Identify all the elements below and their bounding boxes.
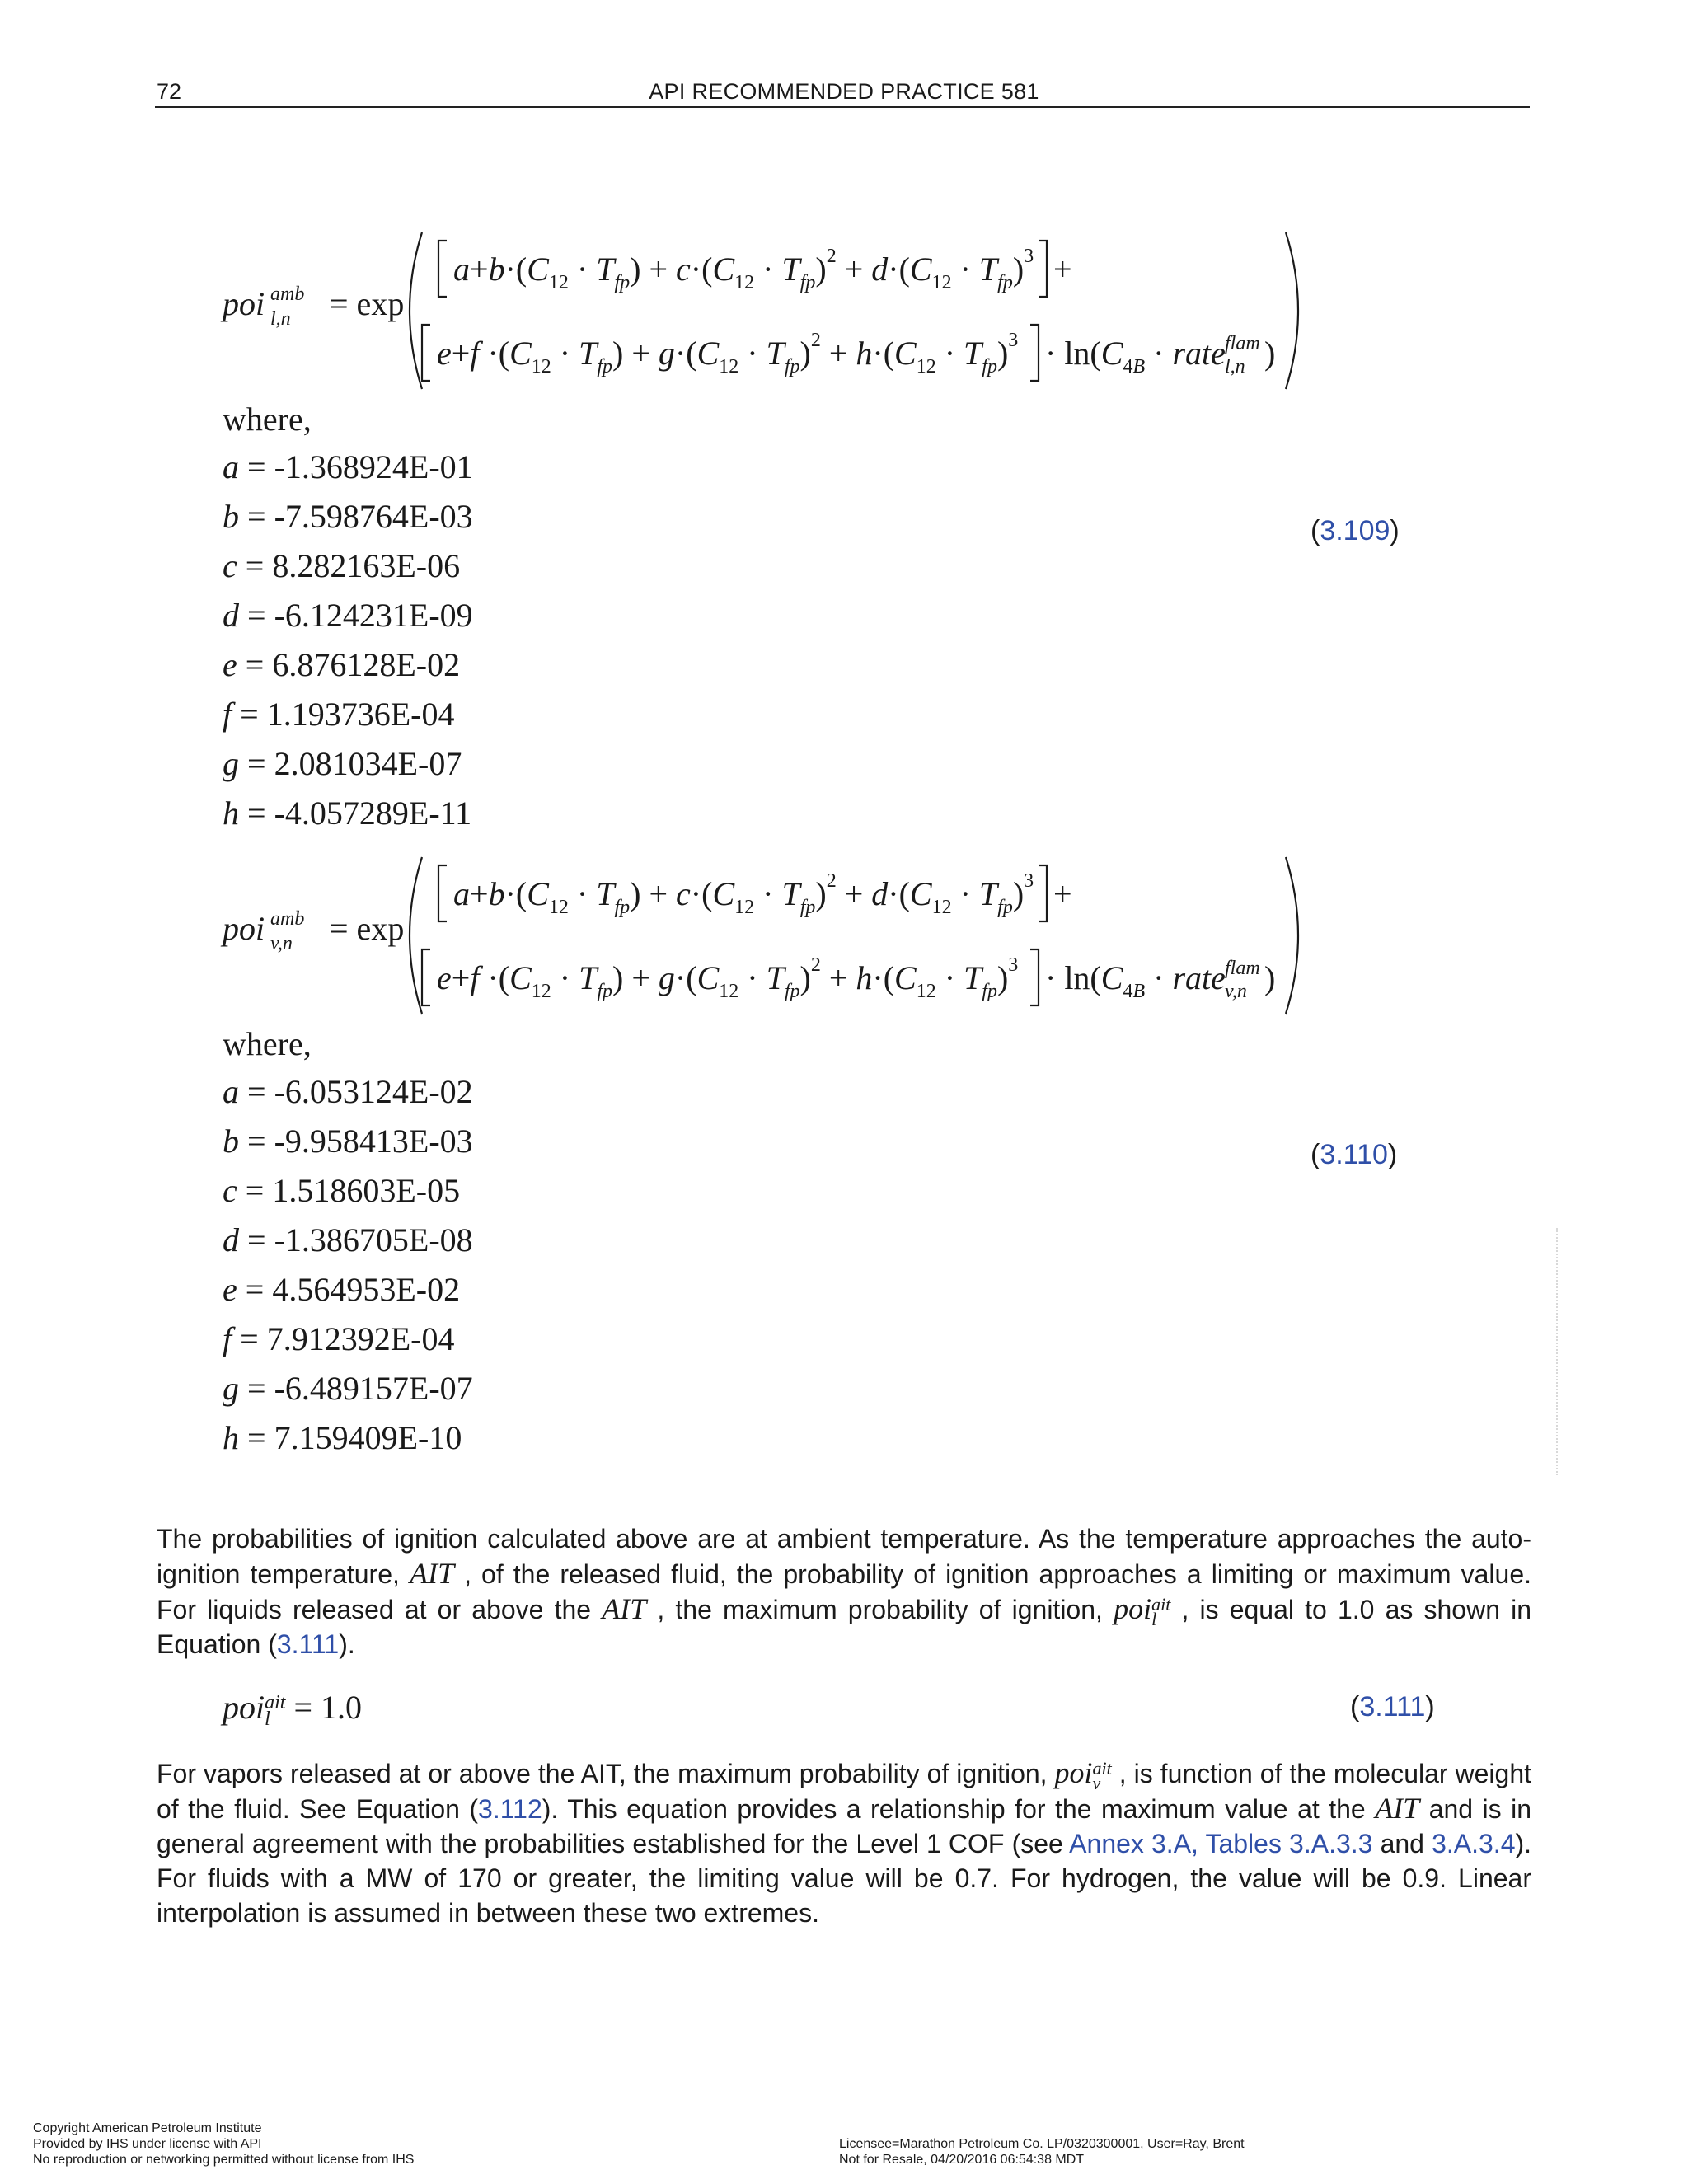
equation-3-111-formula: poi ait l = 1.0 [223,1689,363,1730]
svg-text:= exp: = exp [330,285,405,322]
coefficient-row: e = 4.564953E-02 [223,1271,461,1308]
svg-text:= exp: = exp [330,910,405,947]
table-link[interactable]: 3.A.3.4 [1432,1829,1516,1858]
coefficient-row: h = -4.057289E-11 [223,794,472,832]
svg-text:· ln(C4B · rate: · $\ln(C_{4B}$ · rate [1045,335,1226,377]
page-number: 72 [157,79,182,104]
coefficient-row: f = 7.912392E-04 [223,1320,455,1357]
svg-text:a+b·(C12 · Tfp) + c·(C12 · Tfp: $a+b\cdot(C_{12} \cdot T_{fp}) + c\cdot(C_{12} \cdot T_{fp})^2 + d\cdot(C_{12} \cdot T_{fp})^3$ [453,870,1034,918]
eq110-lhs-base: poi [223,910,265,947]
svg-text:e+f ·(C12 · Tfp) + g·(C12 · Tf: $e+f \cdot(C_{12} \cdot T_{fp}) + g\cdot(C_{12} \cdot T_{fp})^2 + h\cdot(C_{12} \cdot T_{fp})^3$ [437,330,1019,377]
running-header-title: API RECOMMENDED PRACTICE 581 [649,79,1039,104]
paragraph-ambient-temperature: The probabilities of ignition calculated above are at ambient temperature. As the temperature approaches the auto-ignition temperature, AIT , of the released fluid, the probability of ignition approaches a limiting or maximum value. For liquids released at or above the AIT , the maximum probability of ignition, poi ait l , is equal to 1.0 as shown in Equation (3.111). [157,1524,1532,1659]
equation-number-3-111: (3.111) [1350,1691,1435,1722]
coefficient-row: g = -6.489157E-07 [223,1370,473,1407]
eq110-lhs-sub: v,n [270,933,293,954]
svg-text:e+f ·(C12 · Tfp) + g·(C12 · Tf: $e+f \cdot(C_{12} \cdot T_{fp}) + g\cdot(C_{12} \cdot T_{fp})^2 + h\cdot(C_{12} \cdot T_{fp})^3$ [437,954,1019,1002]
coefficient-row: g = 2.081034E-07 [223,745,462,782]
svg-text:+: + [1053,251,1072,288]
coefficient-row: c = 8.282163E-06 [223,547,461,584]
header-rule [155,106,1530,108]
eq109-rate-sub: l,n [1225,356,1245,377]
eq110-coefficients [223,1067,473,1463]
annex-table-link[interactable]: Annex 3.A, Tables 3.A.3.3 [1069,1829,1373,1858]
scan-artifact [1556,1228,1563,1475]
poi-vapor-symbol: poi ait v [1054,1756,1112,1793]
eq110-rate-sub: v,n [1225,981,1247,1002]
coefficient-row: c = 1.518603E-05 [223,1172,461,1209]
eq110-where: where, [223,1025,312,1062]
eq110-lhs-sup: amb [270,908,305,930]
coefficient-row: e = 6.876128E-02 [223,646,461,683]
equation-link-3-110[interactable]: 3.110 [1320,1139,1388,1170]
eq109-lhs-sub: l,n [270,308,291,330]
coefficient-row: d = -6.124231E-09 [223,597,473,634]
coefficient-row: a = -1.368924E-01 [223,448,473,485]
eq109-coefficients [223,443,473,838]
paragraph-vapor-ignition: For vapors released at or above the AIT, the maximum probability of ignition, poi ait v , is function of the molecular weight of the fluid. See Equation (3.112). This equation provides a relationship for the maximum value at the AIT and is in general agreement with the probabilities established for the Level 1 COF (see Annex 3.A, Tables 3.A.3.3 and 3.A.3.4). For fluids with a MW of 170 or greater, the limiting value will be 0.7. For hydrogen, the value will be 0.9. Linear interpolation is assumed in between these two extremes. [157,1756,1532,1928]
equation-link-3-109[interactable]: 3.109 [1320,515,1390,546]
eq110-rate-sup: flam [1225,958,1260,979]
eq109-rate-sup: flam [1225,333,1260,354]
eq111-rhs: = 1.0 [293,1689,363,1726]
svg-text:+: + [1053,875,1072,912]
eq109-lhs-sup: amb [270,284,305,305]
equation-3-109-formula [206,224,1311,397]
coefficient-row: b = -9.958413E-03 [223,1122,473,1160]
svg-text:): ) [1264,335,1276,372]
poi-liquid-symbol: poi ait l [1114,1592,1171,1629]
coefficient-row: h = 7.159409E-10 [223,1419,462,1456]
coefficient-row: d = -1.386705E-08 [223,1221,473,1258]
ait-symbol: AIT [602,1592,647,1625]
equation-3-110-formula [206,849,1311,1022]
coefficient-row: b = -7.598764E-03 [223,498,473,535]
footer-copyright: Copyright American Petroleum Institute Provided by IHS under license with API No reproduction or networking permitted without license from IHS [33,2121,415,2167]
equation-reference-link[interactable]: 3.111 [276,1629,340,1659]
coefficient-row: f = 1.193736E-04 [223,696,455,733]
eq109-where: where, [223,401,312,438]
ait-symbol: AIT [1375,1792,1420,1825]
equation-reference-link[interactable]: 3.112 [478,1794,542,1824]
svg-text:): ) [1264,959,1276,996]
equation-number-3-109: (3.109) [1311,515,1400,546]
coefficient-row: a = -6.053124E-02 [223,1073,473,1110]
equation-number-3-110: (3.110) [1311,1139,1398,1170]
equation-link-3-111[interactable]: 3.111 [1359,1691,1426,1722]
footer-license: Licensee=Marathon Petroleum Co. LP/0320300001, User=Ray, Brent Not for Resale, 04/20/2016 06:54:38 MDT [839,2137,1245,2167]
eq109-lhs-base: poi [223,285,265,322]
ait-symbol: AIT [409,1557,454,1590]
svg-text:a+b·(C12 · Tfp) + c·(C12 · Tfp: $a+b\cdot(C_{12} \cdot T_{fp}) + c\cdot(C_{12} \cdot T_{fp})^2 + d\cdot(C_{12} \cdot T_{fp})^3$ [453,246,1034,293]
svg-text:· ln(C4B · rate: · $\ln(C_{4B}$ · rate [1045,959,1226,1002]
